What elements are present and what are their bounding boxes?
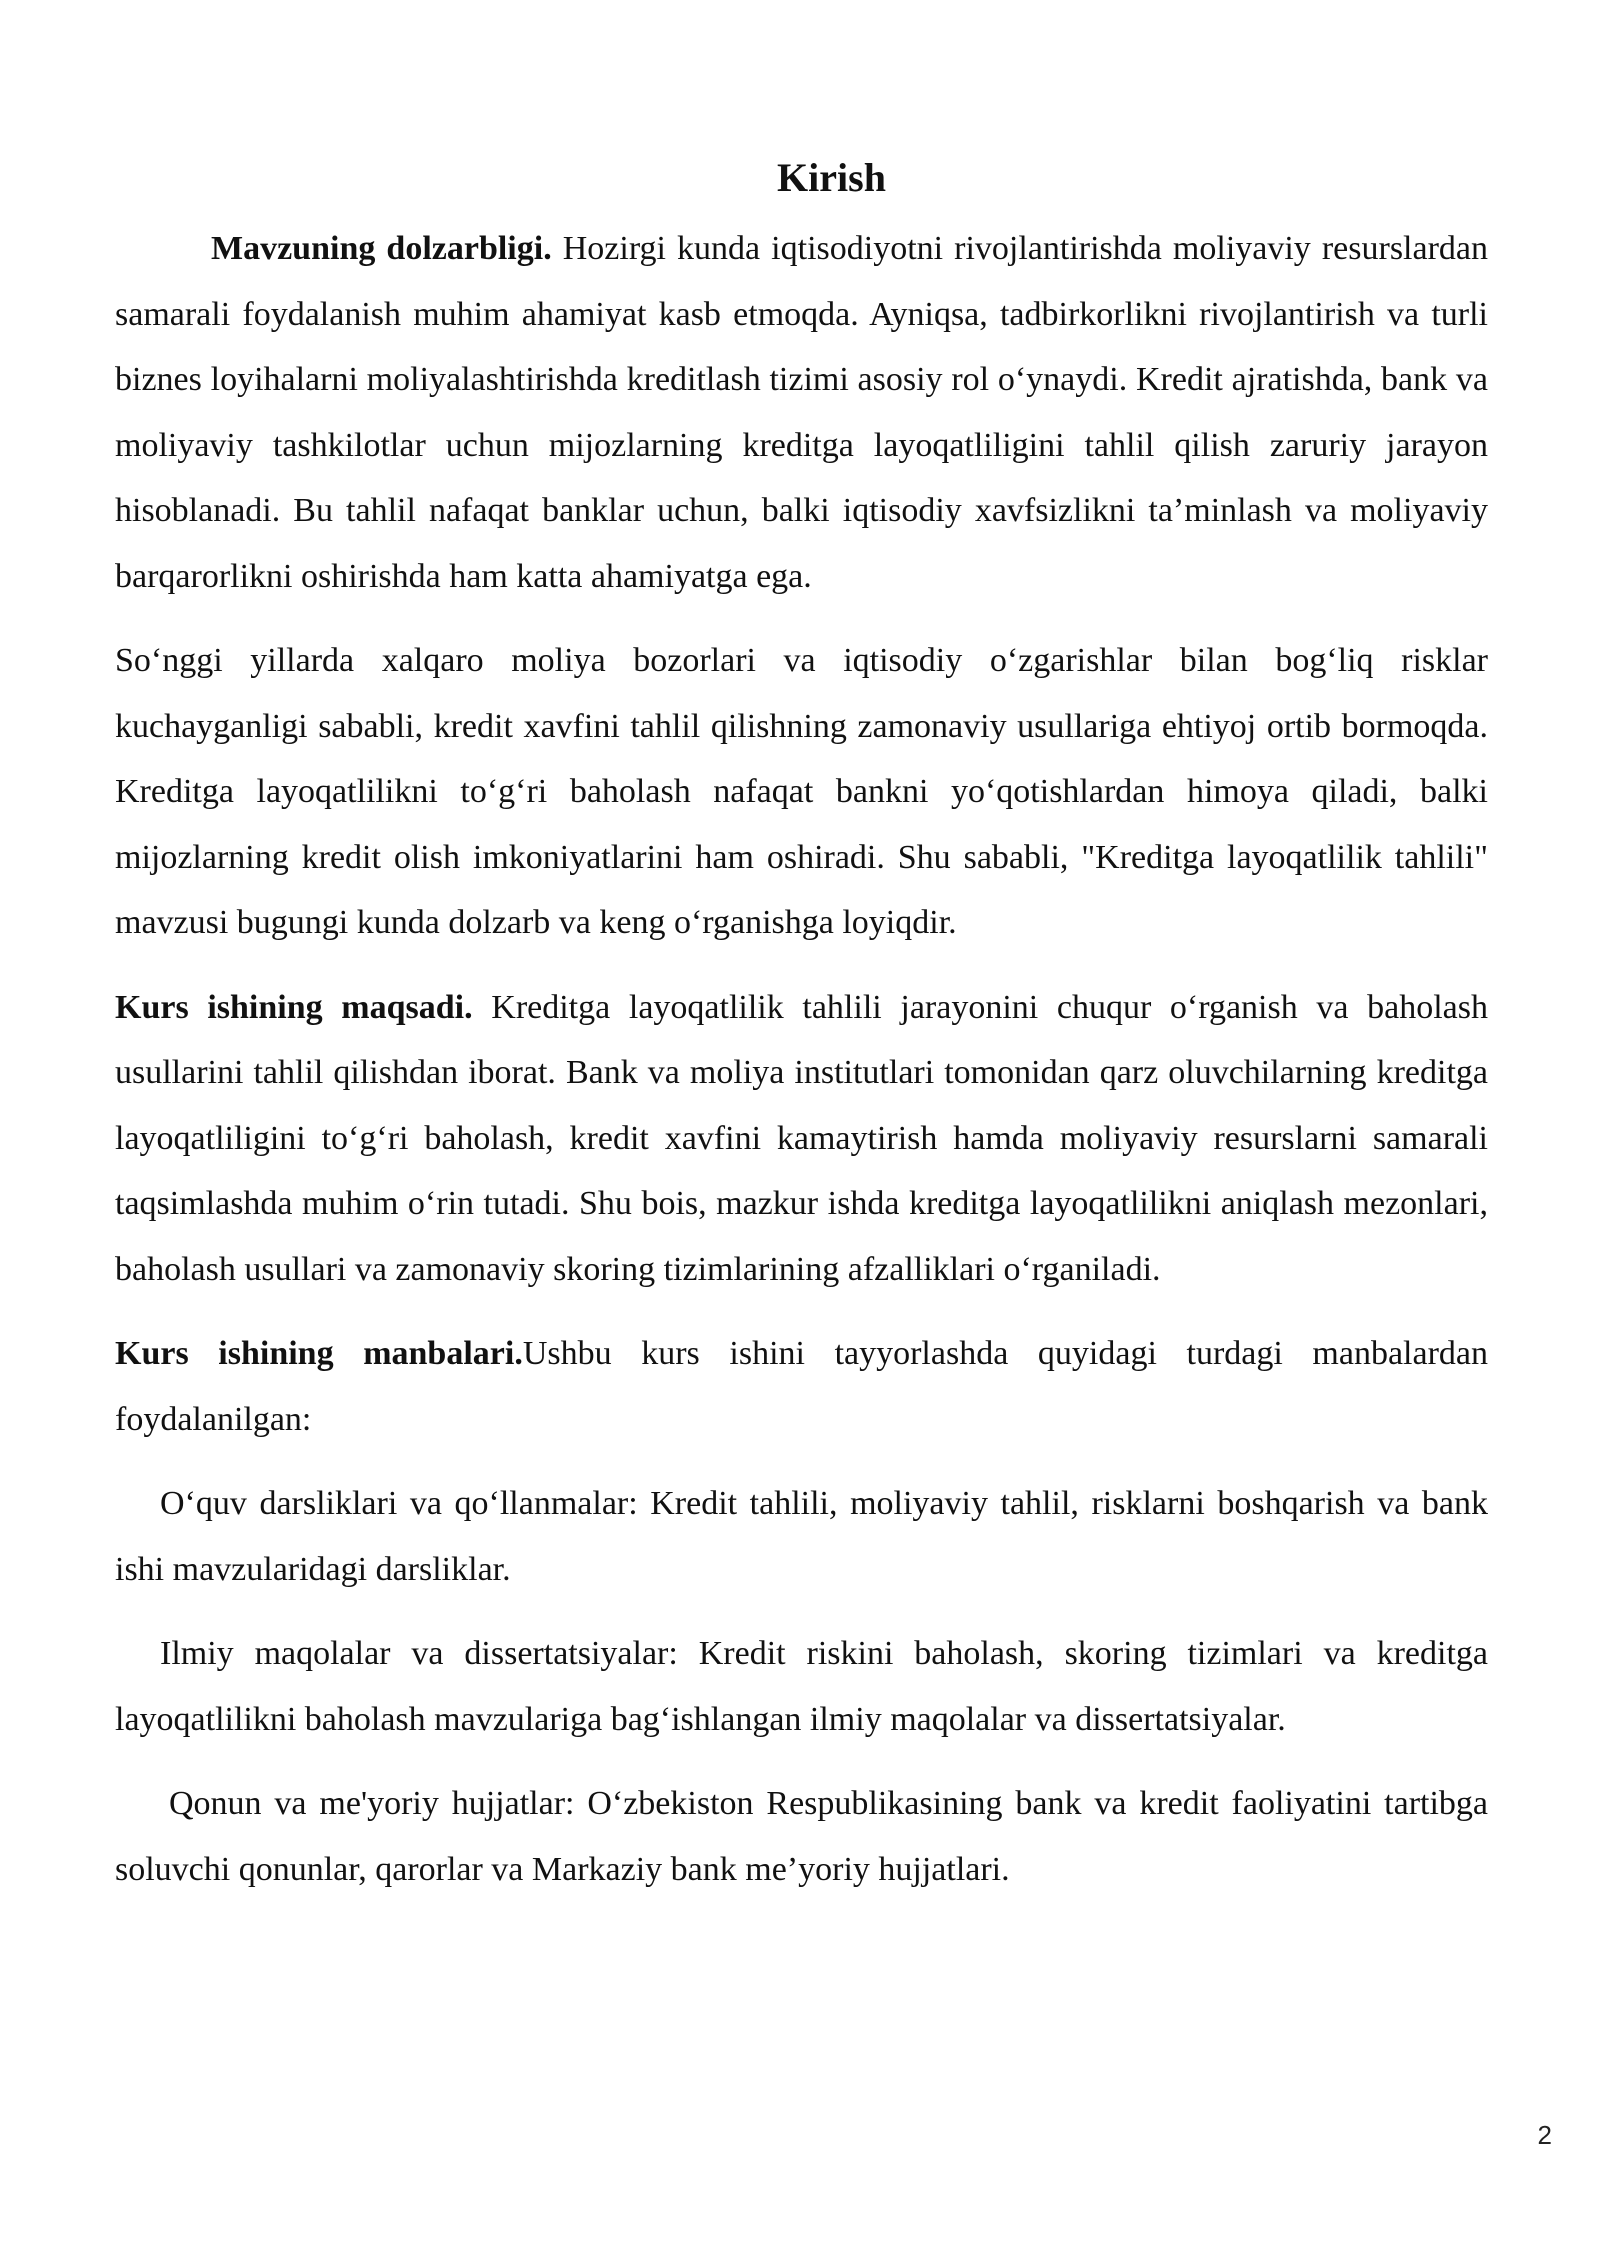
paragraph-text: So‘nggi yillarda xalqaro moliya bozorlari va iqtisodiy o‘zgarishlar bilan bog‘liq risklar kuchayganligi sababli, kredit xavfini tahlil qilishning zamonaviy usullariga ehtiyoj ortib bormoqda. Kreditga layoqatlilikni to‘g‘ri baholash nafaqat bankni yo‘qotishlardan himoya qiladi, balki mijozlarning kredit olish imkoniyatlarini ham oshiradi. Shu sababli, "Kreditga layoqatlilik tahlili" mavzusi bugungi kunda dolzarb va keng o‘rganishga loyiqdir. <box>115 642 1488 941</box>
paragraph-text: Kreditga layoqatlilik tahlili jarayonini chuqur o‘rganish va baholash usullarini tahlil qilishdan iborat. Bank va moliya institutlari tomonidan qarz oluvchilarning kreditga layoqatliligini to‘g‘ri baholash, kredit xavfini kamaytirish hamda moliyaviy resurslarni samarali taqsimlashda muhim o‘rin tutadi. Shu bois, mazkur ishda kreditga layoqatlilikni aniqlash mezonlari, baholash usullari va zamonaviy skoring tizimlarining afzalliklari o‘rganiladi. <box>115 988 1488 1288</box>
paragraph-articles <box>115 1621 1488 1752</box>
paragraph-laws <box>115 1771 1488 1902</box>
paragraph-sources <box>115 1321 1488 1452</box>
paragraph-lead: Mavzuning dolzarbligi. <box>211 230 552 267</box>
paragraph-lead: Kurs ishining manbalari. <box>115 1335 523 1372</box>
paragraph-text: Ushbu kurs ishini tayyorlashda quyidagi turdagi manbalardan foydalanilgan: <box>115 1335 1488 1438</box>
document-page <box>115 150 1488 1902</box>
page-number: 2 <box>1537 2120 1552 2150</box>
paragraph-text: Hozirgi kunda iqtisodiyotni rivojlantirishda moliyaviy resurslardan samarali foydalanish muhim ahamiyat kasb etmoqda. Ayniqsa, tadbirkorlikni rivojlantirish va turli biznes loyihalarni moliyalashtirishda kreditlash tizimi asosiy rol o‘ynaydi. Kredit ajratishda, bank va moliyaviy tashkilotlar uchun mijozlarning kreditga layoqatliligini tahlil qilish zaruriy jarayon hisoblanadi. Bu tahlil nafaqat banklar uchun, balki iqtisodiy xavfsizlikni ta’minlash va moliyaviy barqarorlikni oshirishda ham katta ahamiyatga ega. <box>115 230 1489 595</box>
paragraph-text: Ilmiy maqolalar va dissertatsiyalar: Kredit riskini baholash, skoring tizimlari va kreditga layoqatlilikni baholash mavzulariga bag‘ishlangan ilmiy maqolalar va dissertatsiyalar. <box>115 1635 1488 1738</box>
paragraph-text: O‘quv darsliklari va qo‘llanmalar: Kredit tahlili, moliyaviy tahlil, risklarni boshqarish va bank ishi mavzularidagi darsliklar. <box>115 1485 1488 1588</box>
paragraph-goal <box>115 975 1488 1303</box>
paragraph-textbooks <box>115 1471 1488 1602</box>
page-title: Kirish <box>777 155 886 200</box>
paragraph-lead: Kurs ishining maqsadi. <box>115 988 473 1026</box>
paragraph-text: Qonun va me'yoriy hujjatlar: O‘zbekiston Respublikasining bank va kredit faoliyatini tartibga soluvchi qonunlar, qarorlar va Markaziy bank me’yoriy hujjatlari. <box>115 1785 1488 1888</box>
paragraph-recent-years <box>115 628 1488 956</box>
paragraph-relevance <box>115 216 1488 609</box>
